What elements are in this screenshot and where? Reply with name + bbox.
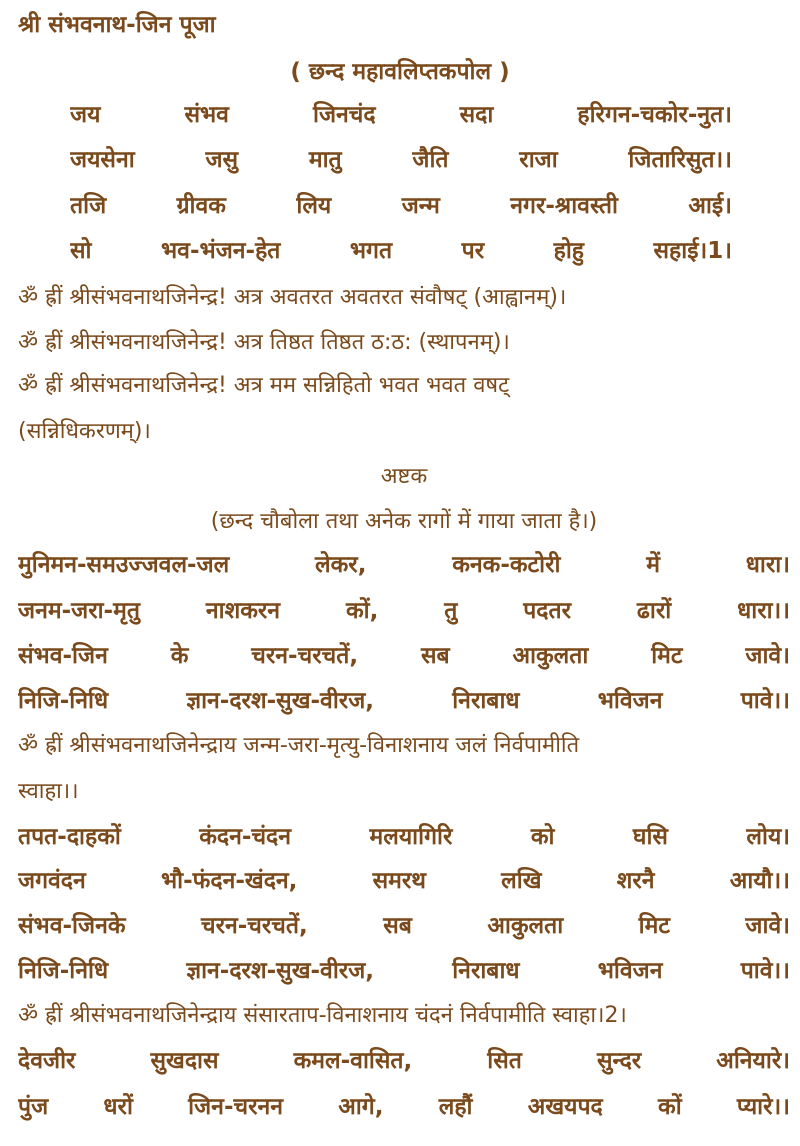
verse-word: आगे, [338, 1094, 384, 1120]
verse-word: सुन्दर [596, 1048, 642, 1074]
verse-word: सहाई।1। [653, 238, 732, 264]
verse-word: नगर-श्रावस्ती [510, 193, 618, 219]
verse-word: तु [444, 598, 458, 624]
intro-verse-line [70, 100, 732, 130]
verse-word: धारा। [745, 552, 790, 578]
verse-word: आयौ।। [729, 868, 790, 894]
verse-word: को [530, 824, 555, 850]
verse-word: कंदन-चंदन [199, 824, 292, 850]
verse-word: मलयागिरि [369, 824, 453, 850]
verse-word: सब [420, 643, 450, 669]
verse-word: जय [70, 102, 101, 128]
mantra-sthapan: ॐ ह्रीं श्रीसंभवनाथजिनेन्द्र! अत्र तिष्ठत तिष्ठत ठ:ठ: (स्थापनम्)। [18, 330, 510, 355]
verse-word: निजि-निधि [18, 688, 109, 714]
intro-verse-line [70, 145, 732, 175]
chandan-verse-line [18, 866, 790, 896]
akshat-verse-line [18, 1046, 790, 1076]
jal-mantra-cont: स्वाहा।। [18, 779, 79, 804]
verse-word: जयसेना [70, 147, 135, 173]
verse-word: पुंज [18, 1094, 49, 1120]
verse-word: नाशकरन [205, 598, 281, 624]
verse-word: कमल-वासित, [293, 1048, 413, 1074]
verse-word: सुखदास [150, 1048, 219, 1074]
verse-word: अखयपद [527, 1094, 603, 1120]
verse-word: लखि [501, 868, 542, 894]
verse-word: में [646, 552, 660, 578]
verse-word: निजि-निधि [18, 958, 109, 984]
verse-word: जसु [205, 147, 239, 173]
verse-word: शरनै [616, 868, 655, 894]
chandan-verse-line [18, 822, 790, 852]
verse-word: लिय [296, 193, 332, 219]
verse-word: धारा।। [737, 598, 790, 624]
verse-word: के [170, 643, 189, 669]
verse-word: ज्ञान-दरश-सुख-वीरज, [186, 688, 375, 714]
ashtak-chhand: (छन्द चौबोला तथा अनेक रागों में गाया जाता है।) [210, 509, 598, 534]
verse-word: पावे।। [740, 958, 790, 984]
verse-word: होहु [553, 238, 584, 264]
verse-word: मुनिमन-समउज्जवल-जल [18, 552, 230, 578]
jal-verse-line [18, 550, 790, 580]
verse-word: जन्म [401, 193, 440, 219]
verse-word: भगत [349, 238, 393, 264]
verse-word: भविजन [597, 958, 663, 984]
verse-word: सो [70, 238, 92, 264]
verse-word: पदतर [523, 598, 572, 624]
verse-word: निराबाध [452, 688, 520, 714]
verse-word: तपत-दाहकों [18, 824, 121, 850]
mantra-sannidhikaran: ॐ ह्रीं श्रीसंभवनाथजिनेन्द्र! अत्र मम सन्निहितो भवत भवत वषट् [18, 373, 510, 398]
verse-word: कों, [345, 598, 379, 624]
mantra-sannidhikaran-cont: (सन्निधिकरणम्)। [18, 419, 151, 444]
jal-verse-line [18, 686, 790, 716]
verse-word: पर [461, 238, 485, 264]
verse-word: धरों [103, 1094, 133, 1120]
intro-verse-line [70, 191, 732, 221]
verse-word: निराबाध [452, 958, 520, 984]
verse-word: जैति [412, 147, 449, 173]
verse-word: आकुलता [512, 643, 589, 669]
verse-word: हरिगन-चकोर-नुत। [577, 102, 732, 128]
verse-word: लेकर, [315, 552, 367, 578]
intro-chhand: ( छन्द महावलिप्तकपोल ) [290, 59, 510, 85]
verse-word: जितारिसुत।। [628, 147, 732, 173]
verse-word: कों [658, 1094, 682, 1120]
verse-word: ग्रीवक [176, 193, 226, 219]
chandan-mantra: ॐ ह्रीं श्रीसंभवनाथजिनेन्द्राय संसारताप-विनाशनाय चंदनं निर्वपामीति स्वाहा।2। [18, 1003, 627, 1028]
verse-word: मिट [638, 913, 670, 939]
verse-word: संभव-जिन [18, 643, 108, 669]
verse-word: प्यारे।। [736, 1094, 790, 1120]
verse-word: सदा [459, 102, 494, 128]
jal-mantra: ॐ ह्रीं श्रीसंभवनाथजिनेन्द्राय जन्म-जरा-मृत्यु-विनाशनाय जलं निर्वपामीति [18, 733, 580, 758]
verse-word: भव-भंजन-हेत [161, 238, 281, 264]
mantra-aahvanan: ॐ ह्रीं श्रीसंभवनाथजिनेन्द्र! अत्र अवतरत अवतरत संवौषट् (आह्वानम्)। [18, 285, 567, 310]
verse-word: कनक-कटोरी [452, 552, 561, 578]
verse-word: समरथ [372, 868, 426, 894]
page-title: श्री संभवनाथ-जिन पूजा [18, 12, 216, 38]
verse-word: चरन-चरचतें, [251, 643, 359, 669]
akshat-verse-line [18, 1092, 790, 1122]
verse-word: आकुलता [487, 913, 564, 939]
verse-word: ज्ञान-दरश-सुख-वीरज, [186, 958, 375, 984]
chandan-verse-line [18, 956, 790, 986]
verse-word: आई। [688, 193, 732, 219]
intro-verse-line [70, 236, 732, 266]
verse-word: जगवंदन [18, 868, 86, 894]
verse-word: जनम-जरा-मृतु [18, 598, 140, 624]
verse-word: चरन-चरचतें, [200, 913, 308, 939]
chandan-verse-line [18, 911, 790, 941]
verse-word: अनियारे। [716, 1048, 790, 1074]
verse-word: लहौं [438, 1094, 473, 1120]
verse-word: भौ-फंदन-खंदन, [160, 868, 298, 894]
verse-word: मिट [651, 643, 683, 669]
verse-word: जावे। [745, 913, 790, 939]
verse-word: सित [487, 1048, 522, 1074]
verse-word: ढारों [636, 598, 672, 624]
verse-word: लोय। [746, 824, 790, 850]
verse-word: पावे।। [740, 688, 790, 714]
verse-word: जावे। [745, 643, 790, 669]
verse-word: सब [383, 913, 412, 939]
verse-word: घसि [632, 824, 668, 850]
ashtak-heading: अष्टक [380, 464, 428, 489]
verse-word: मातु [308, 147, 342, 173]
verse-word: संभव [184, 102, 229, 128]
verse-word: जिनचंद [312, 102, 376, 128]
verse-word: जिन-चरनन [188, 1094, 284, 1120]
jal-verse-line [18, 641, 790, 671]
verse-word: तजि [70, 193, 107, 219]
verse-word: भविजन [597, 688, 663, 714]
verse-word: देवजीर [18, 1048, 76, 1074]
verse-word: संभव-जिनके [18, 913, 126, 939]
jal-verse-line [18, 596, 790, 626]
verse-word: राजा [519, 147, 558, 173]
